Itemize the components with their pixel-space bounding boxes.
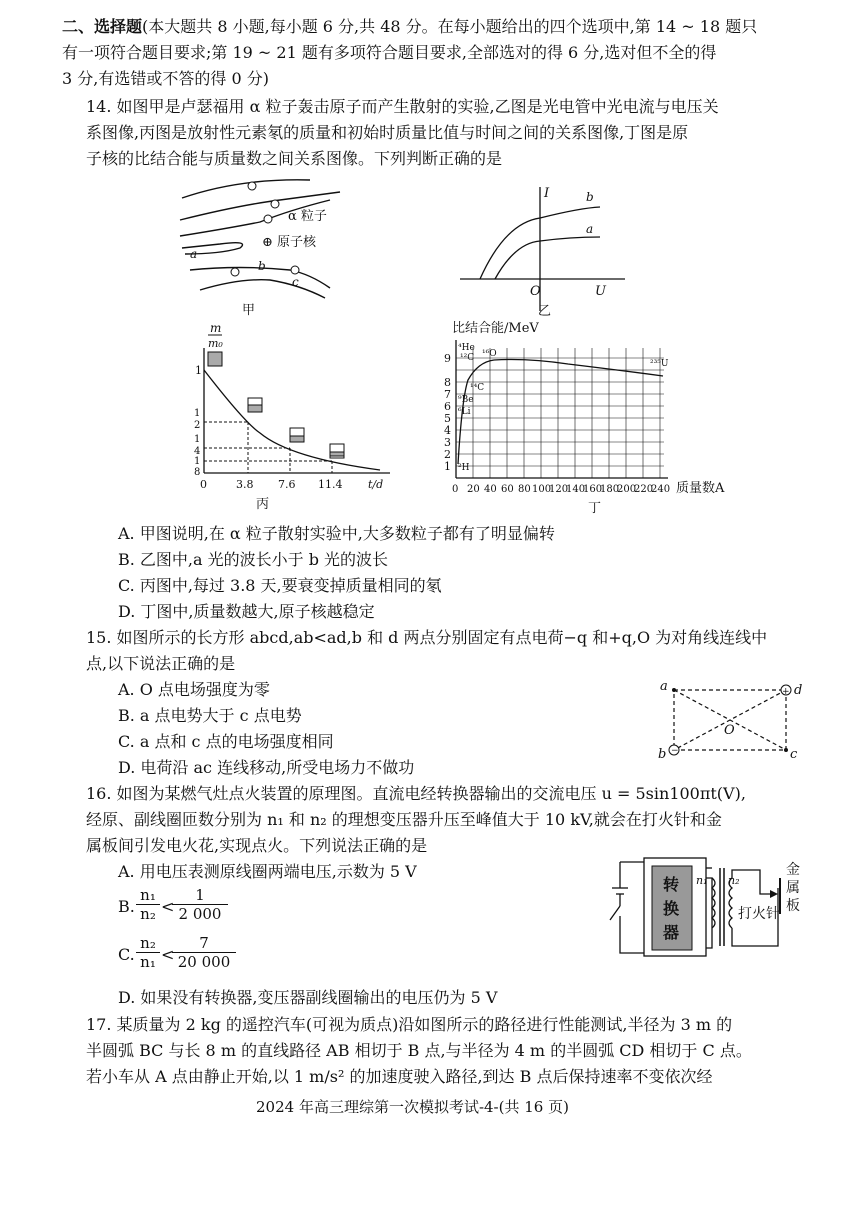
ding-xtick: 100 (532, 484, 552, 495)
ding-xtick: 240 (651, 484, 671, 495)
q14-option-c: C. 丙图中,每过 3.8 天,要衰变掉质量相同的氡 (118, 576, 442, 595)
q15-stem-2: 点,以下说法正确的是 (86, 654, 236, 673)
nuclide-he: ⁴He (458, 343, 475, 353)
label-b: b (258, 259, 266, 273)
ding-ytick: 5 (444, 412, 451, 425)
q17-stem-3: 若小车从 A 点由静止开始,以 1 m/s² 的加速度驶入路径,到达 B 点后保持速率不变依次经 (86, 1067, 713, 1086)
label-c: c (790, 747, 798, 762)
label-n2: n₂ (728, 874, 740, 887)
caption-jia: 甲 (242, 303, 256, 318)
option-prefix: B. (118, 897, 135, 916)
denominator: n₁ (136, 952, 160, 971)
denominator: 20 000 (172, 952, 236, 971)
bing-xlabel: t/d (368, 478, 384, 491)
nucleus-icon (231, 268, 239, 276)
nucleus-icon (291, 266, 299, 274)
label-plate: 属 (786, 880, 800, 896)
bing-ytick: 1 (195, 364, 202, 377)
nucleus-icon (264, 215, 272, 223)
bing-ytick: 8 (194, 467, 201, 478)
label-b: b (658, 747, 667, 762)
converter-label: 转 (663, 875, 680, 894)
nuclide-h2: ²H (458, 463, 470, 473)
figure-bing (190, 318, 400, 518)
relation: < (161, 897, 175, 916)
converter-label: 器 (663, 923, 680, 942)
fraction-n2-n1 (136, 934, 160, 971)
nuclide-li: ⁶Li (458, 407, 471, 417)
label-o: O (724, 723, 735, 738)
bing-xtick: 7.6 (278, 478, 296, 491)
bing-xtick: 3.8 (236, 478, 254, 491)
ding-xtick: 80 (518, 484, 531, 495)
figure-yi (460, 183, 630, 318)
q14-stem-3: 子核的比结合能与质量数之间关系图像。下列判断正确的是 (86, 149, 503, 168)
yi-label-i: I (544, 186, 550, 201)
bing-ytick: 1 (194, 456, 201, 467)
yi-label-b: b (586, 190, 594, 204)
q14-stem-2: 系图像,丙图是放射性元素氡的质量和初始时质量比值与时间之间的关系图像,丁图是原 (86, 123, 689, 142)
numerator: n₁ (140, 886, 156, 904)
ding-xlabel: 质量数A (676, 481, 725, 496)
label-a: a (190, 247, 198, 261)
ding-ytick: 7 (444, 388, 451, 401)
ding-ytick: 6 (444, 400, 451, 413)
nuclide-be: ⁹Be (458, 395, 474, 405)
q16-option-d: D. 如果没有转换器,变压器副线圈输出的电压仍为 5 V (118, 988, 498, 1007)
q15-option-c: C. a 点和 c 点的电场强度相同 (118, 732, 334, 751)
label-needle: 打火针 (738, 906, 780, 922)
label-plate: 金 (786, 862, 800, 878)
ding-ytick: 4 (444, 424, 451, 437)
bing-ytick: 1 (194, 434, 201, 445)
label-a: a (660, 679, 668, 694)
nuclide-c12: ¹²C (460, 353, 475, 363)
bing-ytick: 2 (194, 420, 201, 431)
ding-xtick: 120 (549, 484, 569, 495)
section-instructions-2: 有一项符合题目要求;第 19 ~ 21 题有多项符合题目要求,全部选对的得 6 分,选对但不全的得 (62, 43, 717, 62)
caption-yi: 乙 (538, 304, 552, 319)
q16-stem-1: 16. 如图为某燃气灶点火装置的原理图。直流电经转换器输出的交流电压 u = 5sin100πt(V), (86, 784, 746, 803)
ding-ytick: 3 (444, 436, 451, 449)
numerator: 7 (199, 934, 209, 952)
label-plate: 板 (786, 898, 800, 914)
numerator: n₂ (140, 934, 156, 952)
figure-ignition-circuit (600, 858, 810, 958)
label-alpha: α 粒子 (288, 209, 327, 224)
yi-curve-a (495, 237, 600, 279)
switch-icon (610, 906, 620, 920)
section-instructions-3: 3 分,有选错或不答的得 0 分) (62, 69, 269, 88)
label-n1: n₁ (696, 874, 708, 887)
ding-xtick: 200 (617, 484, 637, 495)
q15-option-d: D. 电荷沿 ac 连线移动,所受电场力不做功 (118, 758, 415, 777)
figure-ding (438, 318, 748, 518)
bing-sample-0 (208, 352, 222, 366)
caption-bing: 丙 (256, 497, 270, 512)
q15-option-a: A. O 点电场强度为零 (118, 680, 270, 699)
label-c: c (292, 275, 299, 289)
bing-xtick: 11.4 (318, 478, 343, 491)
converter-label: 换 (663, 899, 680, 918)
figure-jia (180, 170, 370, 320)
caption-ding: 丁 (588, 501, 602, 516)
bing-ytick: 4 (194, 446, 201, 457)
label-nucleus: ⊕ 原子核 (262, 235, 317, 250)
q15-option-b: B. a 点电势大于 c 点电势 (118, 706, 302, 725)
ding-binding-curve (458, 360, 663, 465)
nuclide-o16: ¹⁶O (482, 349, 497, 359)
primary-wire (620, 862, 644, 953)
ding-xtick: 0 (452, 484, 459, 495)
svg-text:+: + (782, 687, 790, 697)
q16-option-a: A. 用电压表测原线圈两端电压,示数为 5 V (118, 862, 417, 881)
bing-ylabel-m: m (210, 321, 222, 335)
ding-xtick: 140 (566, 484, 586, 495)
ding-xtick: 40 (484, 484, 497, 495)
ding-ylabel: 比结合能/MeV (452, 321, 539, 336)
jia-track-c (200, 280, 325, 298)
ding-xtick: 220 (634, 484, 654, 495)
fraction-n1-n2 (136, 886, 160, 923)
section-instructions-1: (本大题共 8 小题,每小题 6 分,共 48 分。在每小题给出的四个选项中,第 14 ~ 18 题只 (142, 17, 758, 36)
relation: < (161, 945, 175, 964)
bing-ylabel-m0: m₀ (208, 337, 223, 350)
nuclide-u235: ²³⁵U (650, 359, 669, 369)
q14-option-a: A. 甲图说明,在 α 粒子散射实验中,大多数粒子都有了明显偏转 (118, 524, 555, 543)
svg-text:−: − (671, 746, 679, 756)
option-prefix: C. (118, 945, 135, 964)
numerator: 1 (195, 886, 205, 904)
q15-stem-1: 15. 如图所示的长方形 abcd,ab<ad,b 和 d 两点分别固定有点电荷−q 和+q,O 为对角线连线中 (86, 628, 768, 647)
label-d: d (794, 683, 803, 698)
page-footer: 2024 年高三理综第一次模拟考试-4-(共 16 页) (256, 1098, 569, 1116)
yi-label-u: U (595, 284, 606, 299)
q14-option-b: B. 乙图中,a 光的波长小于 b 光的波长 (118, 550, 389, 569)
bing-xtick: 0 (200, 478, 207, 491)
jia-track-1 (182, 180, 310, 198)
nucleus-icon (248, 182, 256, 190)
ding-xtick: 60 (501, 484, 514, 495)
section-heading-line1 (62, 16, 757, 38)
ding-ytick: 8 (444, 376, 451, 389)
fraction-bound (172, 886, 228, 923)
nuclide-c14: ¹⁴C (470, 383, 485, 393)
q14-option-d: D. 丁图中,质量数越大,原子核越稳定 (118, 602, 375, 621)
ding-xtick: 20 (467, 484, 480, 495)
q14-stem-1: 14. 如图甲是卢瑟福用 α 粒子轰击原子而产生散射的实验,乙图是光电管中光电流与电压关 (86, 97, 719, 116)
ding-ytick: 2 (444, 448, 451, 461)
q17-stem-1: 17. 某质量为 2 kg 的遥控汽车(可视为质点)沿如图所示的路径进行性能测试,半径为 3 m 的 (86, 1015, 733, 1034)
q17-stem-2: 半圆弧 BC 与长 8 m 的直线路径 AB 相切于 B 点,与半径为 4 m 的半圆弧 CD 相切于 C 点。 (86, 1041, 752, 1060)
yi-label-a: a (586, 222, 594, 236)
ding-xtick: 180 (600, 484, 620, 495)
bing-ytick: 1 (194, 408, 201, 419)
ding-ytick: 1 (444, 460, 451, 473)
needle-tip-icon (770, 890, 778, 898)
ding-xtick: 160 (583, 484, 603, 495)
section-heading: 二、选择题 (62, 17, 143, 36)
bing-decay-curve (204, 370, 380, 470)
q16-stem-3: 属板间引发电火花,实现点火。下列说法正确的是 (86, 836, 428, 855)
denominator: n₂ (136, 904, 160, 923)
denominator: 2 000 (172, 904, 228, 923)
nucleus-icon (271, 200, 279, 208)
figure-rectangle-abcd (656, 680, 806, 765)
yi-label-o: O (530, 284, 541, 299)
ding-ytick: 9 (444, 352, 451, 365)
fraction-bound (172, 934, 236, 971)
q16-stem-2: 经原、副线圈匝数分别为 n₁ 和 n₂ 的理想变压器升压至峰值大于 10 kV,就会在打火针和金 (86, 810, 722, 829)
